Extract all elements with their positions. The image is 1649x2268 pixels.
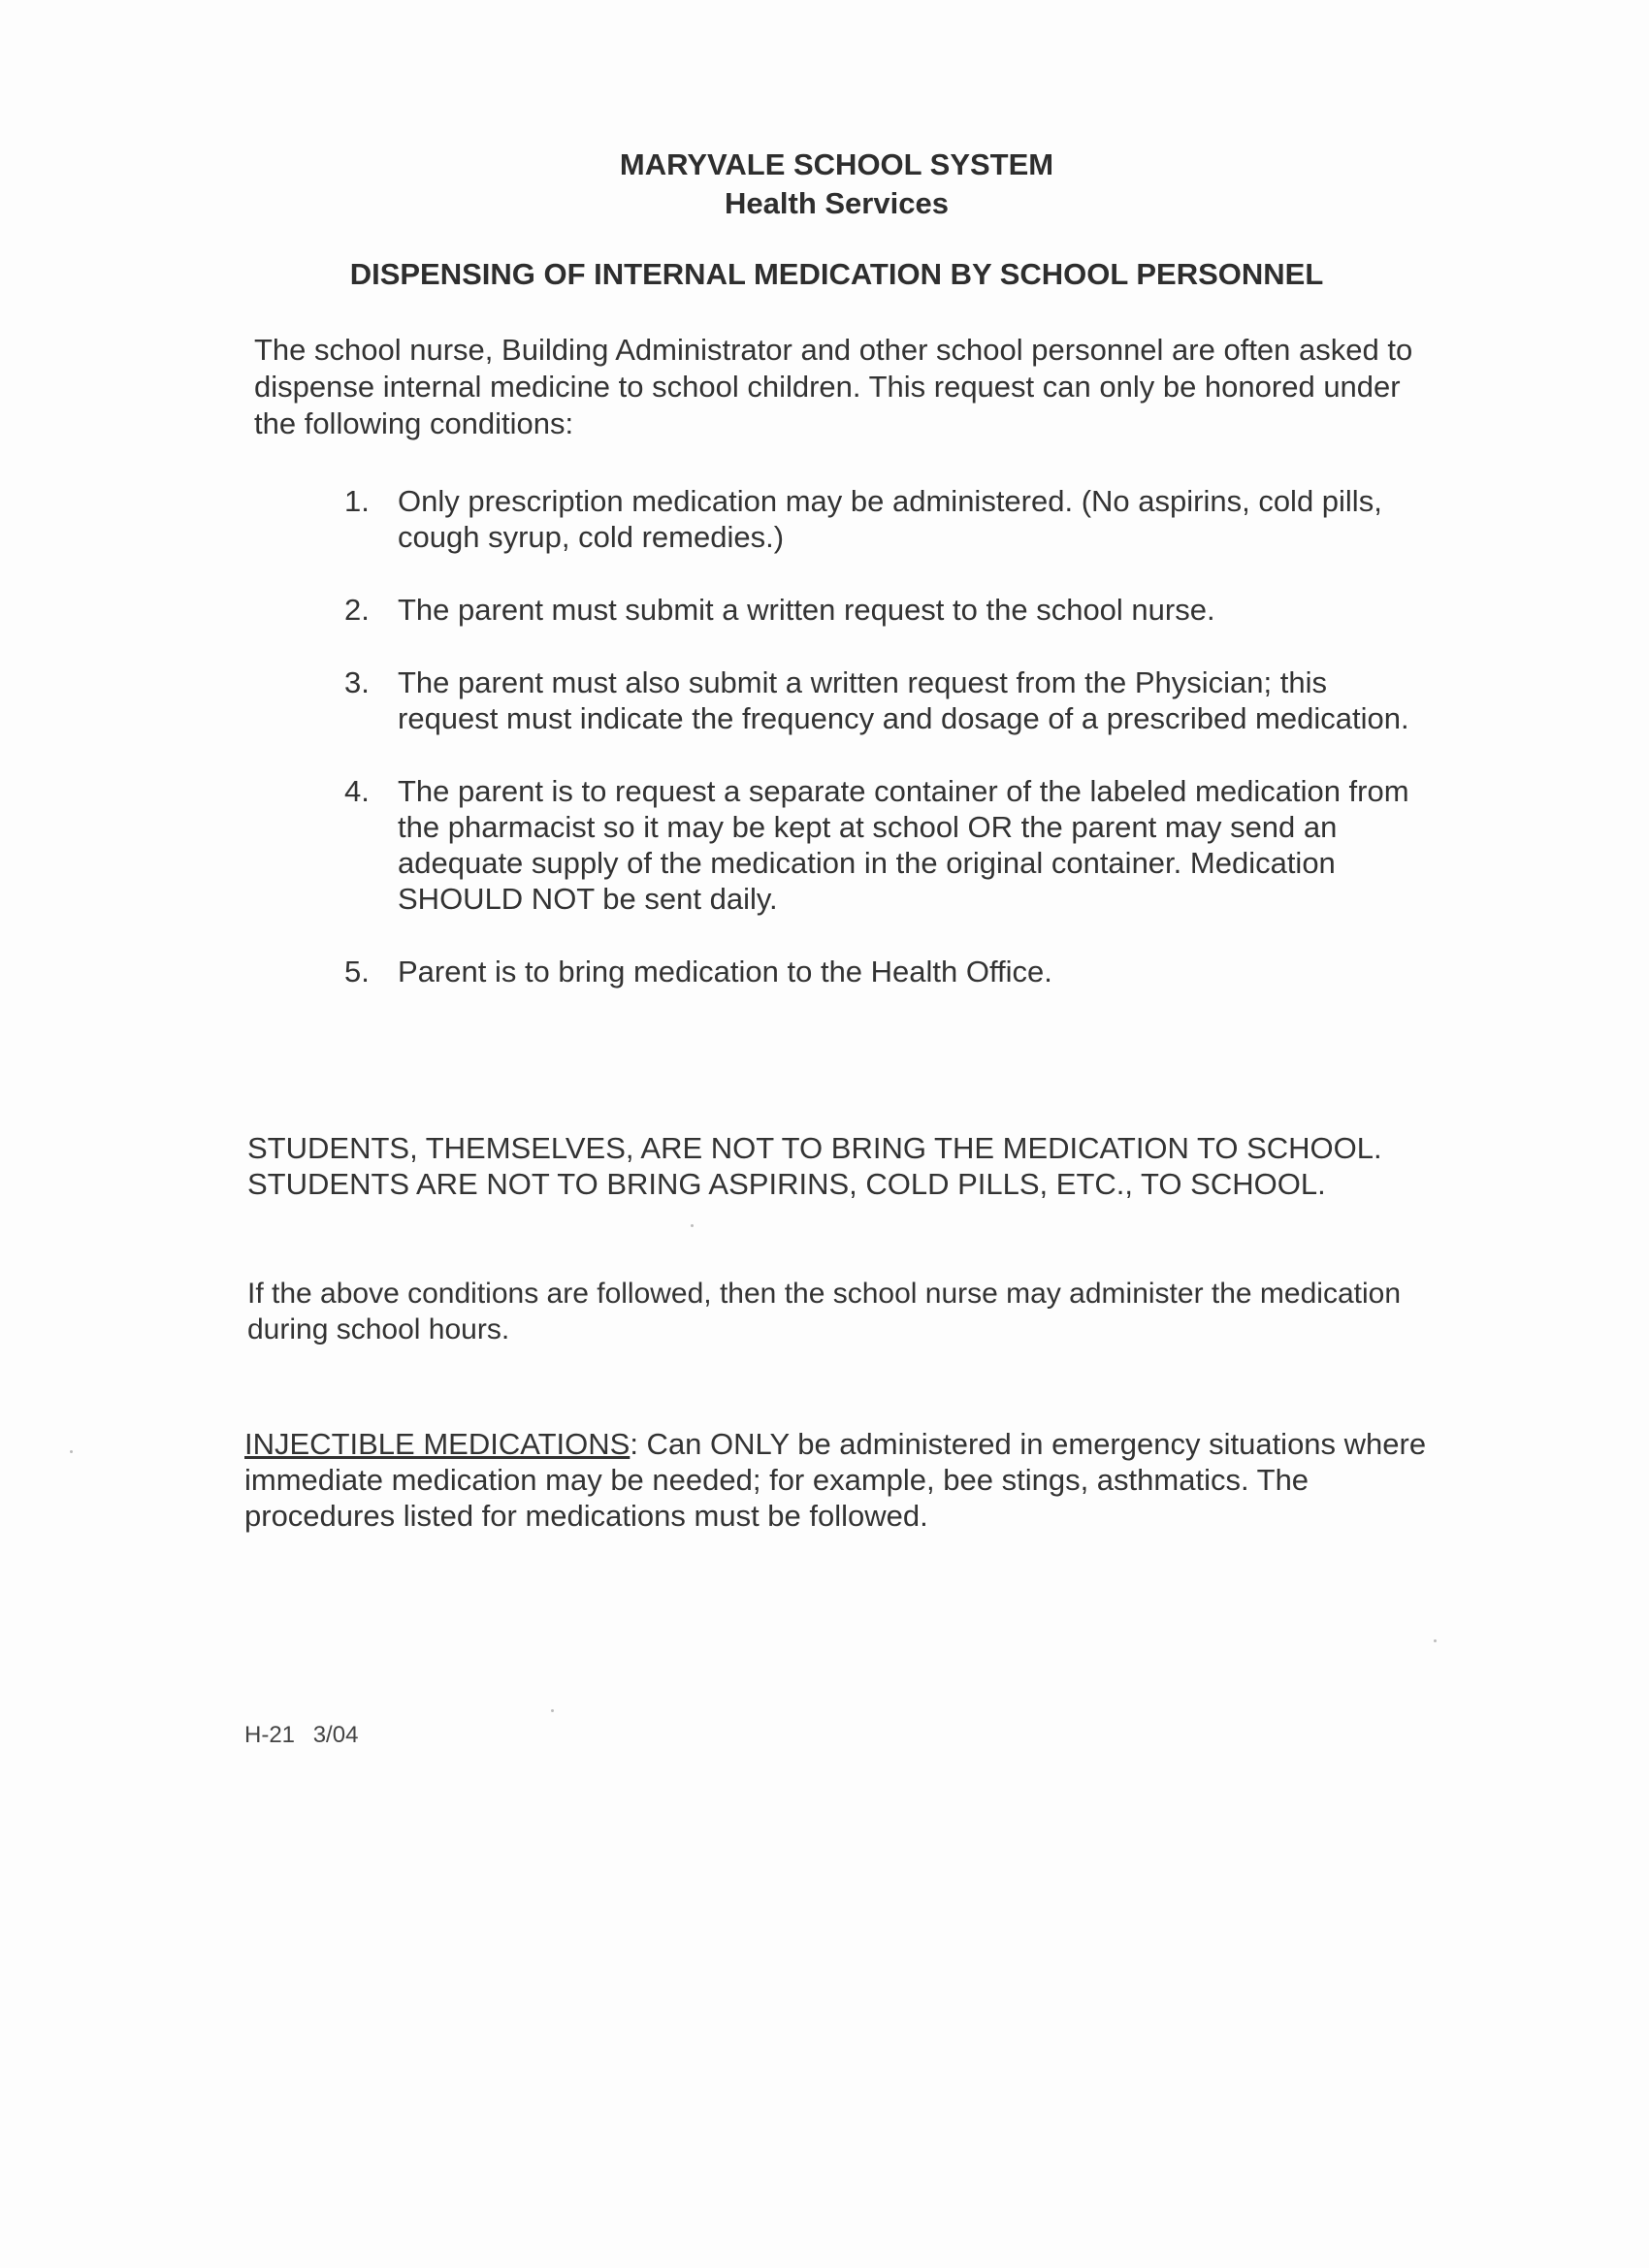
conditions-statement: If the above conditions are followed, then the school nurse may administer the medication during school hours. bbox=[247, 1278, 1402, 1345]
scan-speck bbox=[691, 1224, 694, 1227]
list-item-number: 4. bbox=[344, 774, 370, 808]
injectible-label: INJECTIBLE MEDICATIONS bbox=[244, 1427, 630, 1461]
list-item-number: 3. bbox=[344, 665, 370, 699]
injectible-section bbox=[244, 1426, 1428, 1534]
conditions-list bbox=[344, 483, 1421, 1026]
list-item bbox=[344, 773, 1421, 917]
list-item-text: Parent is to bring medication to the Health Office. bbox=[398, 955, 1052, 988]
list-item-text: The parent is to request a separate container of the labeled medication from the pharmacist so it may be kept at school OR the parent may send an adequate supply of the medication in the original container. Medication SHOULD NOT be sent daily. bbox=[398, 774, 1409, 916]
list-item bbox=[344, 592, 1421, 628]
list-item-number: 1. bbox=[344, 484, 370, 518]
list-item bbox=[344, 483, 1421, 555]
form-date: 3/04 bbox=[312, 1722, 359, 1748]
injectible-separator: : bbox=[630, 1427, 638, 1461]
scan-speck bbox=[1434, 1639, 1437, 1642]
list-item-text: Only prescription medication may be administered. (No aspirins, cold pills, cough syrup, cold remedies.) bbox=[398, 484, 1382, 554]
scan-speck bbox=[551, 1709, 554, 1712]
list-item-text: The parent must also submit a written request from the Physician; this request must indicate the frequency and dosage of a prescribed medication. bbox=[398, 665, 1409, 735]
list-item-text: The parent must submit a written request to the school nurse. bbox=[398, 593, 1215, 627]
list-item-number: 5. bbox=[344, 955, 370, 988]
scan-speck bbox=[70, 1450, 73, 1453]
list-item-number: 2. bbox=[344, 593, 370, 627]
student-warning: STUDENTS, THEMSELVES, ARE NOT TO BRING THE MEDICATION TO SCHOOL. STUDENTS ARE NOT TO BRING ASPIRINS, COLD PILLS, ETC., TO SCHOOL. bbox=[247, 1131, 1382, 1201]
department-name: Health Services bbox=[725, 186, 949, 220]
organization-name: MARYVALE SCHOOL SYSTEM bbox=[619, 147, 1054, 181]
form-code: H-21 bbox=[244, 1722, 296, 1748]
document-header bbox=[0, 146, 1649, 223]
list-item bbox=[344, 664, 1421, 736]
injectible-text: Can ONLY be administered in emergency situations where immediate medication may be needed; for example, bee stings, asthmatics. The procedures listed for medications must be followed. bbox=[244, 1427, 1427, 1533]
document-title: DISPENSING OF INTERNAL MEDICATION BY SCHOOL PERSONNEL bbox=[349, 257, 1324, 291]
list-item bbox=[344, 954, 1421, 989]
intro-paragraph: The school nurse, Building Administrator and other school personnel are often asked to dispense internal medicine to school children. This request can only be honored under the following conditions: bbox=[254, 333, 1413, 440]
form-footer bbox=[244, 1722, 358, 1749]
